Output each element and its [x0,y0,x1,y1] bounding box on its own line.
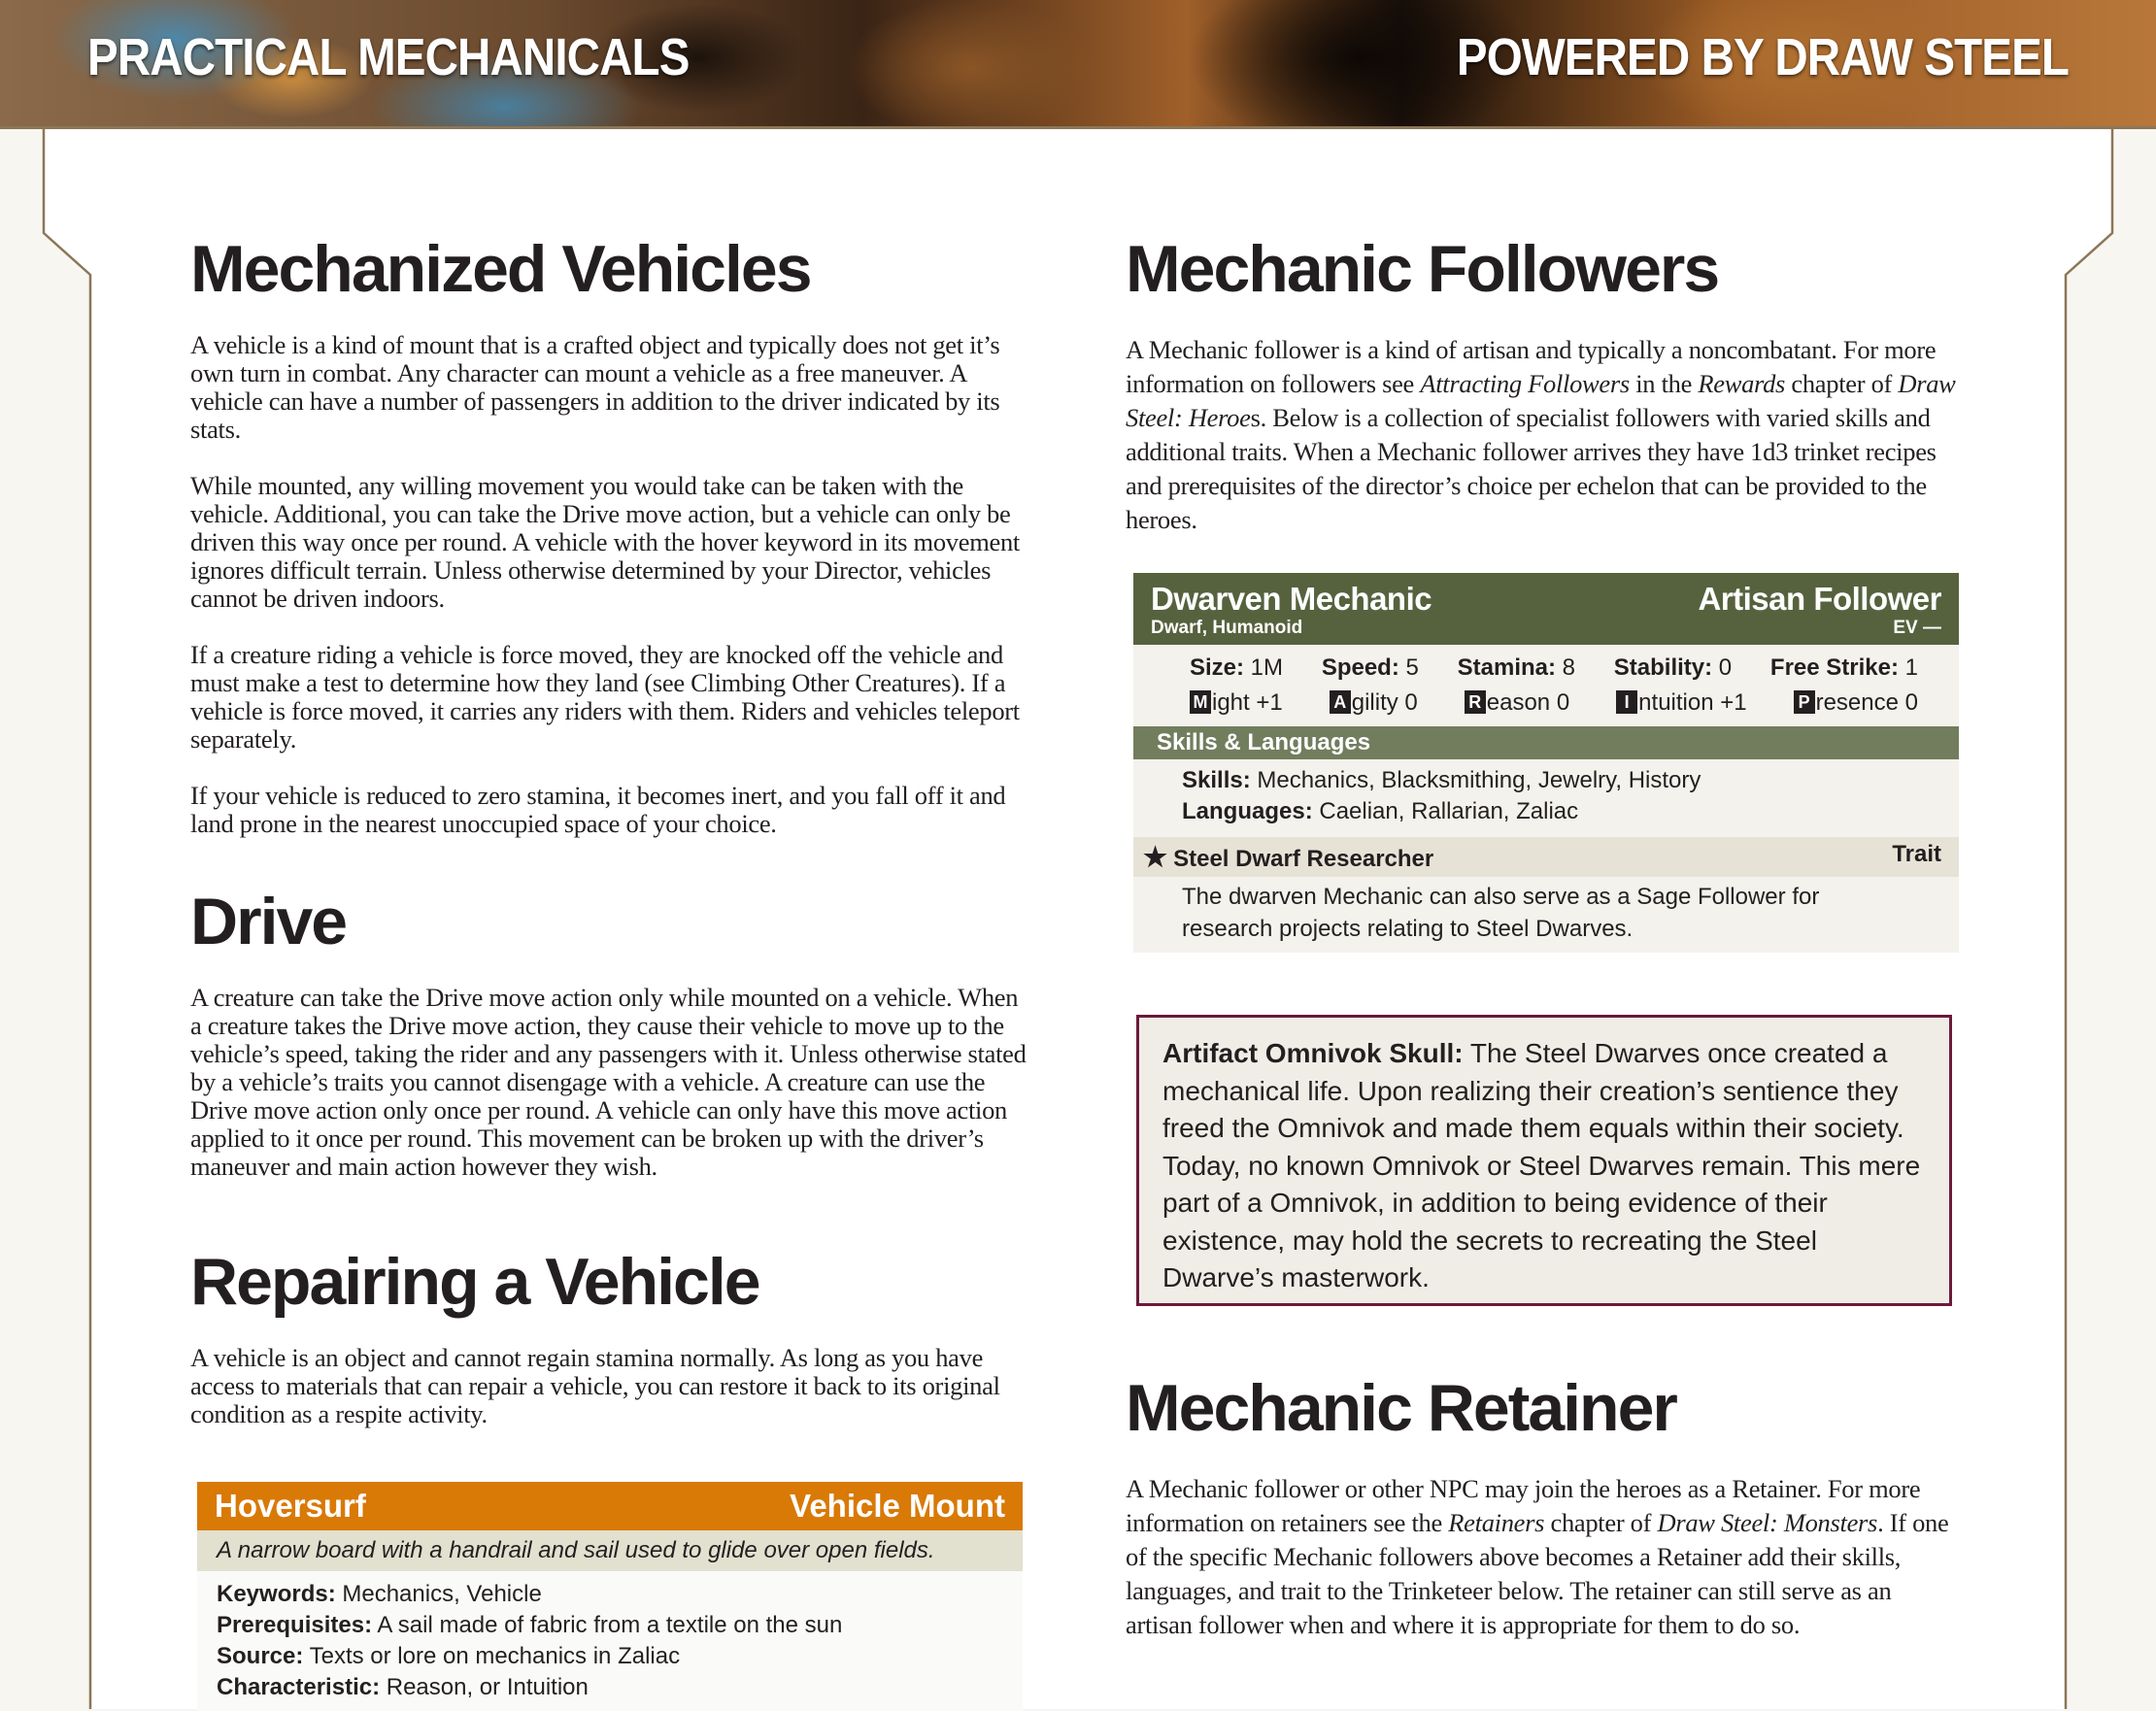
characteristic-reason [1465,689,1569,717]
trait-name: Steel Dwarf Researcher [1173,846,1434,872]
stat-stability [1614,654,1732,682]
vehicle-field-source [217,1641,1003,1672]
stat-value: 1 [1898,654,1918,681]
header-left-title: PRACTICAL MECHANICALS [87,28,690,86]
might-letter-icon: M [1190,690,1211,714]
repairing-section [190,1246,1029,1428]
chr-name: ight [1212,689,1250,716]
skills-line [1182,765,1910,796]
languages-value: Caelian, Rallarian, Zaliac [1312,798,1579,824]
paragraph: A vehicle is an object and cannot regain stamina normally. As long as you have access to materials that can repair a vehicle, you can restore it back to its original condition as a respite activity. [190,1342,1000,1428]
text: A Mechanic follower is a kind of artisan and typically a noncombatant. For more information on followers see [1126,334,1937,398]
stat-label: Stability: [1613,654,1713,681]
vehicle-field-characteristic [217,1672,1003,1703]
stat-value: 1M [1244,654,1284,681]
section-title-drive: Drive [190,885,347,958]
text: A Mechanic follower or other NPC may join the heroes as a Retainer. For more information on retainers see the [1126,1473,1921,1537]
chr-value: 0 [1550,689,1570,716]
vehicle-field-prerequisites [217,1610,1003,1641]
vehicle-name: Hoversurf [215,1488,366,1524]
stat-stamina [1458,654,1575,682]
chr-value: +1 [1249,689,1283,716]
italic-text: Rewards [1698,368,1786,398]
stat-label: Stamina: [1457,654,1556,681]
characteristic-presence [1794,689,1918,717]
section-title-mechanic-followers: Mechanic Followers [1126,232,1719,306]
statblock-ev: EV — [1893,618,1941,638]
presence-letter-icon: P [1794,690,1815,714]
text: chapter of [1785,368,1899,398]
text: in the [1629,368,1699,398]
stat-free-strike [1770,654,1918,682]
field-label: Keywords: [217,1581,336,1607]
stat-label: Free Strike: [1769,654,1899,681]
chr-value: 0 [1898,689,1918,716]
statblock-stats [1133,645,1959,726]
stat-value: 8 [1555,654,1575,681]
skills-label: Skills: [1182,767,1251,793]
chr-value: +1 [1713,689,1747,716]
callout-artifact-omnivok-skull [1136,1015,1952,1306]
characteristic-row [1151,686,1941,721]
trait-title [1143,841,1433,873]
italic-text: Retainers [1448,1507,1545,1537]
languages-line [1182,796,1910,827]
vehicle-card-hoversurf [197,1482,1023,1711]
callout-label: Artifact Omnivok Skull: [1162,1038,1464,1068]
statblock-name: Dwarven Mechanic [1151,581,1432,617]
chr-name: eason [1486,689,1551,716]
characteristic-agility [1330,689,1418,717]
chr-name: gility [1351,689,1398,716]
text: chapter of [1544,1507,1658,1537]
paragraph: A creature can take the Drive move action only while mounted on a vehicle. When a creature takes the Drive move action, they cause their vehicle to move up to the vehicle’s speed, taking the rider and any passengers with it. Unless otherwise stated by a vehicle’s traits you cannot disengage with a vehicle. A creature can use the Drive move action only once per round. A vehicle can only have this move action applied to it once per round. This movement can be broken up with the driver’s maneuver and main action however they wish. [190,982,1027,1181]
trait-description: The dwarven Mechanic can also serve as a Sage Follower for research projects relating to Steel Dwarves. [1133,877,1959,953]
field-label: Source: [217,1643,304,1669]
skills-languages-header: Skills & Languages [1133,726,1959,759]
chr-name: ntuition [1638,689,1714,716]
stat-size [1190,654,1283,682]
statblock-keywords: Dwarf, Humanoid [1151,618,1303,638]
italic-text: Draw Steel: Monsters [1657,1507,1878,1537]
statblock-header [1133,573,1959,645]
paragraph [1126,1472,1963,1642]
vehicle-fields [197,1571,1023,1711]
paragraph: If your vehicle is reduced to zero stamina, it becomes inert, and you fall off it and land prone in the nearest unoccupied space of your choice. [190,780,1006,838]
skills-languages-body [1133,759,1959,837]
field-value: Reason, or Intuition [380,1674,589,1700]
drive-section [190,886,1029,1181]
stat-label: Speed: [1321,654,1399,681]
intuition-letter-icon: I [1616,690,1637,714]
field-label: Prerequisites: [217,1612,373,1638]
reason-letter-icon: R [1465,690,1486,714]
header-right-title: POWERED BY DRAW STEEL [1456,28,2069,86]
paragraph: A vehicle is a kind of mount that is a crafted object and typically does not get it’s own turn in combat. Any character can mount a vehicle as a free maneuver. A vehicle can have a number of passengers in addition to the driver indicated by its stats. [190,329,1000,444]
agility-letter-icon: A [1330,690,1351,714]
trait-type: Trait [1892,841,1941,867]
stat-value: 0 [1712,654,1733,681]
text: . If one of the specific Mechanic followers above becomes a Retainer add their skills, languages, and trait to the Trinketeer below. The retainer can still serve as an artisan follower when and where it is appropriate for them to do so. [1126,1507,1949,1639]
skills-value: Mechanics, Blacksmithing, Jewelry, History [1250,767,1701,793]
vehicle-field-keywords [217,1579,1003,1610]
characteristic-intuition [1616,689,1746,717]
star-icon: ★ [1143,842,1168,872]
text: s. Below is a collection of specialist followers with varied skills and additional traits. When a Mechanic follower arrives they have 1d3 trinket recipes and prerequisites of the director’s choice per echelon that can be provided to the heroes. [1126,402,1937,534]
languages-label: Languages: [1182,798,1313,824]
characteristic-might [1190,689,1283,717]
stat-speed [1322,654,1419,682]
retainer-section [1126,1372,1963,1642]
stat-label: Size: [1190,654,1245,681]
vehicle-card-header [197,1482,1023,1530]
section-title-mechanized-vehicles: Mechanized Vehicles [190,232,811,306]
chr-name: resence [1815,689,1899,716]
stat-value: 5 [1398,654,1419,681]
italic-text: Attracting Followers [1420,368,1630,398]
paragraph [1126,333,1963,537]
vehicle-description: A narrow board with a handrail and sail used to glide over open fields. [197,1530,1023,1571]
italic-text: Draw Steel: Heroe [1126,368,1956,432]
field-value: A sail made of fabric from a textile on the sun [372,1612,843,1638]
section-title-repairing-vehicle: Repairing a Vehicle [190,1245,759,1319]
paragraph: While mounted, any willing movement you would take can be taken with the vehicle. Additional, you can take the Drive move action, but a vehicle can only be driven this way once per round. A vehicle with the hover keyword in its movement ignores difficult terrain. Unless otherwise determined by your Director, vehicles cannot be driven indoors. [190,470,1020,613]
stat-row [1151,651,1941,686]
trait-header [1133,837,1959,877]
left-column [190,233,1029,838]
paragraph: If a creature riding a vehicle is force moved, they are knocked off the vehicle and must make a test to determine how they land (see Climbing Other Creatures). If a vehicle is force moved, it carries any riders with them. Riders and vehicles teleport separately. [190,639,1020,754]
field-label: Characteristic: [217,1674,381,1700]
vehicle-type: Vehicle Mount [790,1488,1005,1524]
field-value: Texts or lore on mechanics in Zaliac [303,1643,681,1669]
chr-value: 0 [1398,689,1418,716]
statblock-role: Artisan Follower [1698,581,1941,617]
followers-section [1126,233,1963,537]
statblock-dwarven-mechanic [1133,573,1959,953]
header-banner [0,0,2156,129]
field-value: Mechanics, Vehicle [335,1581,542,1607]
section-title-mechanic-retainer: Mechanic Retainer [1126,1371,1676,1445]
callout-text: The Steel Dwarves once created a mechanical life. Upon realizing their creation’s sentience they freed the Omnivok and made them equals within their society. Today, no known Omnivok or Steel Dwarves remain. This mere part of a Omnivok, in addition to being evidence of their existence, may hold the secrets to recreating the Steel Dwarve’s masterwork. [1162,1038,1921,1292]
